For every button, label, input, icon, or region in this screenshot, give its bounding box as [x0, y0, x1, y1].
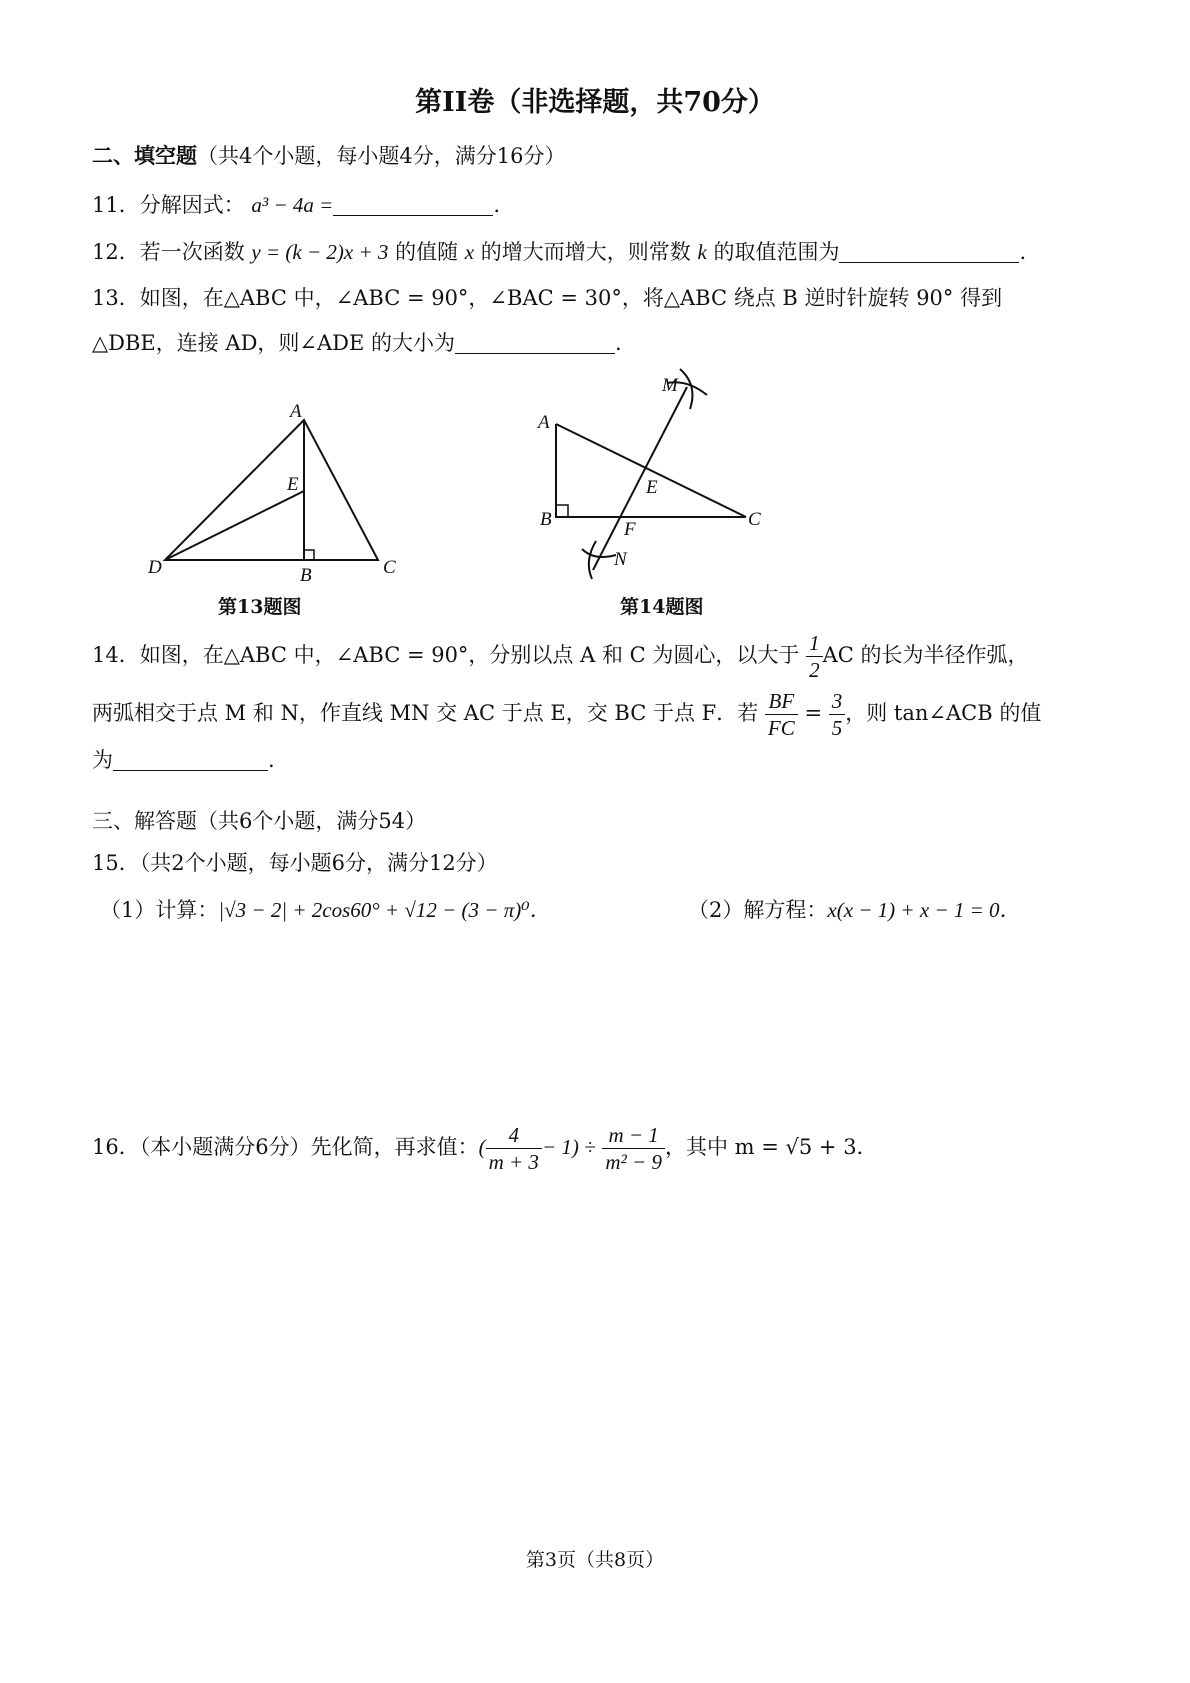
- fig14-label-f: F: [624, 519, 636, 540]
- fig14-label-a: A: [538, 412, 550, 433]
- section-3-heading: [92, 805, 426, 835]
- fig13-right-angle-mark: [304, 550, 314, 560]
- section-3-note: （共6个小题，满分54）: [197, 809, 427, 833]
- q11-number: 11．: [92, 193, 140, 217]
- fig13-label-d: D: [148, 557, 162, 578]
- section-3-label: 三、解答题: [92, 809, 197, 833]
- question-14-line-1: [92, 630, 1028, 683]
- question-15-heading: [92, 848, 498, 878]
- figure-14: [530, 365, 790, 585]
- fig14-label-c: C: [748, 509, 761, 530]
- q15-part1-expression: |√3 − 2| + 2cos60° + √12 − (3 − π)⁰．: [218, 898, 551, 922]
- q16-open-paren: (: [478, 1135, 486, 1159]
- q16-number: 16．: [92, 1135, 140, 1159]
- question-14-line-3: [92, 745, 275, 775]
- q14-text-2a: 两弧相交于点 M 和 N，作直线 MN 交 AC 于点 E，交 BC 于点 F．若: [92, 701, 759, 725]
- q14-fraction-bf-fc: [765, 688, 798, 741]
- question-13-line-1: [92, 283, 1002, 313]
- q15-part2-label: （2）解方程：: [688, 898, 828, 922]
- q14-answer-blank[interactable]: [113, 748, 268, 771]
- section-2-heading: [92, 140, 565, 170]
- q13-text-1: 如图，在△ABC 中，∠ABC = 90°，∠BAC = 30°，将△ABC 绕点 B 逆时针旋转 90° 得到: [139, 286, 1003, 310]
- q12-var-x: x: [464, 240, 475, 264]
- fig14-label-m: M: [662, 375, 678, 396]
- q14-bf: BF: [765, 688, 798, 715]
- q14-equals: =: [804, 701, 823, 725]
- page-title: 第II卷（非选择题，共70分）: [415, 87, 775, 118]
- q14-text-3: 为: [92, 748, 113, 772]
- question-13-line-2: [92, 328, 622, 358]
- q12-number: 12．: [92, 240, 140, 264]
- fig14-right-angle-mark: [556, 505, 568, 517]
- q11-answer-blank[interactable]: [333, 193, 493, 216]
- q11-end: .: [493, 193, 500, 217]
- q16-fraction-2: [602, 1122, 665, 1175]
- fig13-label-e: E: [287, 474, 299, 495]
- figure-14-caption: 第14题图: [620, 596, 704, 618]
- question-12: [92, 237, 1026, 267]
- q14-half-numerator: 1: [806, 630, 823, 657]
- fig14-arc-n-2: [589, 541, 596, 579]
- q16-f1-denominator: m + 3: [488, 1150, 539, 1174]
- fig14-label-b: B: [540, 509, 552, 530]
- q13-text-2: △DBE，连接 AD，则∠ADE 的大小为: [92, 331, 456, 355]
- q13-end: .: [615, 331, 622, 355]
- figure-13-caption: 第13题图: [218, 596, 302, 618]
- fig13-line-de: [165, 491, 304, 560]
- q16-f2-numerator: m − 1: [602, 1122, 665, 1149]
- q11-expression: a³ − 4a =: [251, 193, 334, 217]
- q12-var-k: k: [697, 240, 707, 264]
- q13-answer-blank[interactable]: [455, 331, 615, 354]
- section-2-label: 二、填空题: [92, 143, 197, 168]
- fig14-label-e: E: [646, 477, 658, 498]
- q16-f1-numerator: 4: [486, 1122, 542, 1149]
- q14-number: 14．: [92, 643, 140, 667]
- q14-text-1a: 如图，在△ABC 中，∠ABC = 90°，分别以点 A 和 C 为圆心，以大于: [139, 643, 800, 667]
- section-2-note: （共4个小题，每小题4分，满分16分）: [197, 144, 566, 168]
- q14-fc: FC: [767, 716, 795, 740]
- page-footer: 第3页（共8页）: [525, 1549, 665, 1571]
- q16-text: （本小题满分6分）先化简，再求值：: [139, 1135, 479, 1159]
- q11-text: 分解因式：: [139, 193, 245, 217]
- q15-number: 15．: [92, 851, 140, 875]
- q14-three: 3: [829, 688, 846, 715]
- q12-end: .: [1019, 240, 1027, 264]
- q14-text-2b: ，则 tan∠ACB 的值: [845, 701, 1042, 725]
- fig14-arc-n-1: [582, 549, 616, 557]
- q15-note: （共2个小题，每小题6分，满分12分）: [139, 851, 498, 875]
- q15-part2-expression: x(x − 1) + x − 1 = 0．: [827, 898, 1021, 922]
- figure-13: [140, 395, 430, 595]
- q13-number: 13．: [92, 286, 140, 310]
- q15-part1-label: （1）计算：: [100, 898, 219, 922]
- fig13-label-a: A: [290, 401, 302, 422]
- q14-fraction-half: [806, 630, 823, 683]
- question-15-part-2: [688, 895, 1021, 925]
- q14-text-1b: AC 的长为半径作弧，: [822, 643, 1029, 667]
- fig13-label-b: B: [300, 565, 312, 586]
- q14-fraction-3-5: [829, 688, 846, 741]
- q16-f2-denominator: m² − 9: [605, 1150, 662, 1174]
- q12-text-2: 的值随: [388, 240, 465, 264]
- q14-five: 5: [831, 716, 843, 740]
- fig13-label-c: C: [383, 557, 396, 578]
- q16-tail: ，其中 m = √5 + 3．: [664, 1135, 878, 1159]
- fig13-triangle-adc: [165, 420, 378, 560]
- fig14-label-n: N: [614, 549, 627, 570]
- fig14-line-ac: [556, 424, 746, 517]
- q12-text-3: 的增大而增大，则常数: [474, 240, 698, 264]
- question-11: [92, 190, 500, 220]
- question-15-part-1: [100, 895, 551, 925]
- q16-fraction-1: [486, 1122, 542, 1175]
- q12-expression: y = (k − 2)x + 3: [251, 240, 389, 264]
- q14-end: .: [268, 748, 275, 772]
- fig14-line-mn: [593, 387, 687, 570]
- q12-text-4: 的取值范围为: [706, 240, 840, 264]
- question-14-line-2: [92, 688, 1041, 741]
- q12-text-1: 若一次函数: [139, 240, 252, 264]
- q14-half-denominator: 2: [809, 658, 820, 682]
- q12-answer-blank[interactable]: [839, 240, 1019, 263]
- q16-mid: − 1) ÷: [541, 1135, 596, 1159]
- question-16: [92, 1122, 878, 1175]
